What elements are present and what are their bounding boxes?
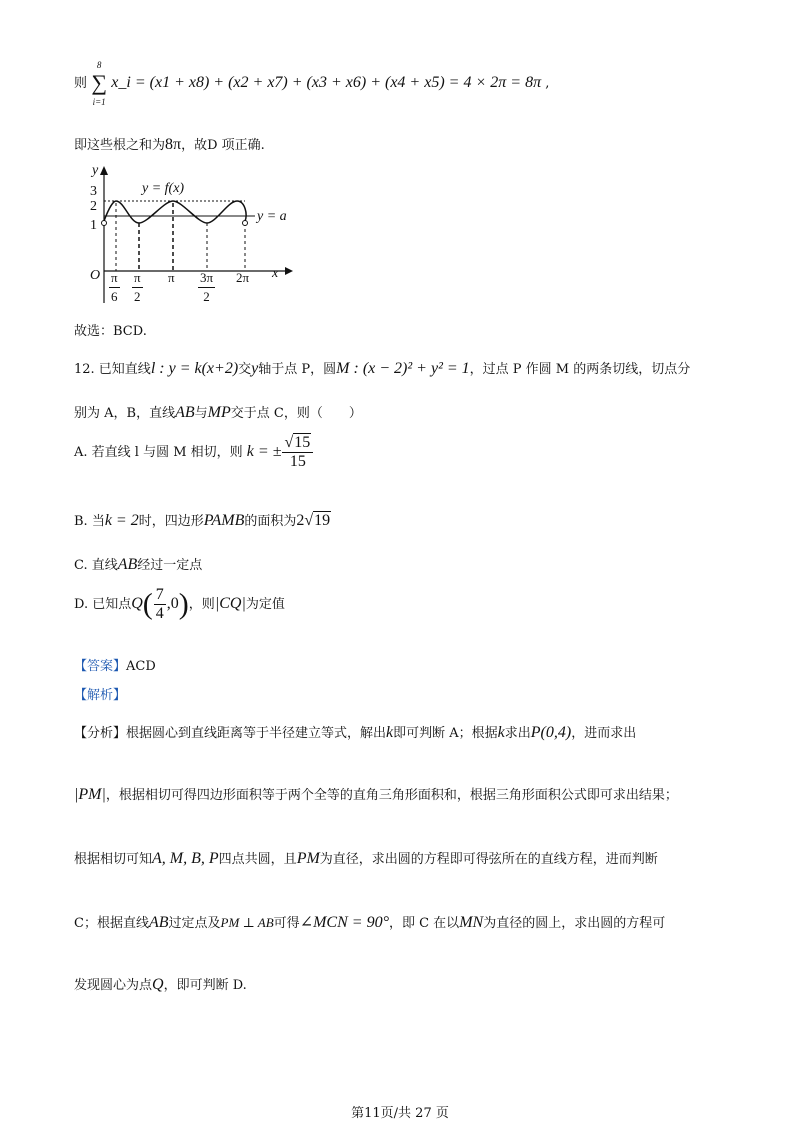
- answer-tag: 【答案】: [74, 659, 127, 674]
- option-b-area: 2√19: [296, 512, 331, 529]
- sum-expression: x_i = (x1 + x8) + (x2 + x7) + (x3 + x6) + (x4 + x5) = 4 × 2π = 8π: [111, 74, 542, 91]
- answer-text: ACD: [126, 659, 156, 674]
- analysis-line-5: 发现圆心为点Q，即可判断 D.: [74, 976, 247, 993]
- analysis-tag: 【解析】: [74, 688, 127, 703]
- option-d: D. 已知点Q( $\frac{7}{4}$ ,0)，则|CQ|为定值: [74, 586, 285, 622]
- x-tick-3pi-2: $\frac{3\pi}{2}$: [200, 270, 214, 304]
- x-tick-pi: π: [168, 270, 175, 285]
- analysis-line-4: C；根据直线AB过定点及PM ⊥ AB可得∠MCN = 90°，即 C 在以MN为直径的圆上，求出圆的方程可: [74, 914, 666, 931]
- y-axis-label: y: [92, 163, 99, 178]
- prev-answer: 故选：BCD.: [74, 324, 147, 339]
- root-sum-statement: 即这些根之和为8π，故D 项正确.: [74, 136, 265, 153]
- answer-line: [74, 655, 156, 674]
- curve-label: y = f(x): [142, 181, 185, 196]
- option-a: A. 若直线 l 与圆 M 相切，则 k = ± $\frac{√15}{15}$: [74, 434, 314, 471]
- page-footer: 第11页/共 27 页: [351, 1106, 449, 1121]
- sum-equation: 则 8 ∑ i=1 x_i = (x1 + x8) + (x2 + x7) + (x3 + x6) + (x4 + x5) = 4 × 2π = 8π ,: [74, 60, 550, 107]
- sum-prefix: 则: [74, 76, 88, 91]
- option-a-fraction: $\frac{√15}{15}$: [282, 434, 313, 471]
- line-equation: l : y = k(x+2): [150, 360, 239, 377]
- y-tick-3: 3: [90, 184, 97, 199]
- line-label: y = a: [257, 209, 287, 224]
- x-tick-2pi: 2π: [236, 270, 250, 285]
- x-tick-pi-6: $\frac{\pi}{6}$: [111, 270, 118, 304]
- y-tick-1: 1: [90, 218, 97, 233]
- analysis-line-2: |PM|，根据相切可得四边形面积等于两个全等的直角三角形面积和，根据三角形面积公式即可求出结果；: [74, 786, 678, 803]
- option-b: B. 当k = 2时，四边形PAMB的面积为2√19: [74, 512, 331, 529]
- x-tick-pi-2: $\frac{\pi}{2}$: [134, 270, 141, 304]
- option-d-fraction: $\frac{7}{4}$: [155, 586, 164, 622]
- question-12-stem-cont: 别为 A，B，直线AB与MP交于点 C，则（ ）: [74, 404, 362, 421]
- x-axis-label: x: [272, 266, 279, 281]
- circle-equation: M : (x − 2)² + y² = 1: [336, 360, 470, 377]
- option-c: C. 直线AB经过一定点: [74, 556, 203, 573]
- analysis-line-1: 【分析】根据圆心到直线距离等于半径建立等式，解出k即可判断 A；根据k求出P(0,4)，进而求出: [74, 724, 637, 741]
- root-sum-value: 8π: [165, 136, 182, 153]
- origin-label: O: [90, 268, 101, 283]
- sigma-symbol: 8 ∑ i=1: [91, 60, 107, 107]
- analysis-line-3: 根据相切可知A, M, B, P四点共圆，且PM为直径，求出圆的方程即可得弦所在的直线方程，进而判断: [74, 850, 658, 867]
- y-tick-2: 2: [90, 199, 97, 214]
- question-12-stem: 12. 已知直线l : y = k(x+2)交y轴于点 P，圆M : (x − 2)² + y² = 1，过点 P 作圆 M 的两条切线，切点分: [74, 360, 691, 377]
